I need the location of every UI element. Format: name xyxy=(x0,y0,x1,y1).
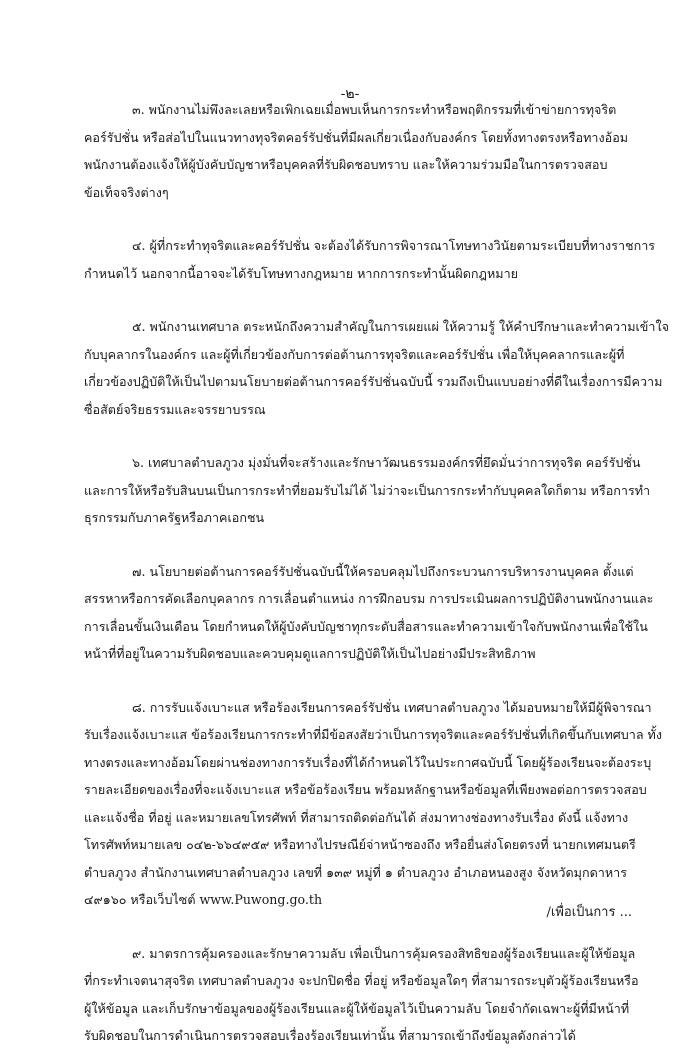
paragraph-line: ๓. พนักงานไม่พึงละเลยหรือเพิกเฉยเมื่อพบเห็นการกระทำหรือพฤติกรรมที่เข้าข่ายการทุจริต xyxy=(132,102,617,117)
paragraph-line: รับผิดชอบในการดำเนินการตรวจสอบเรื่องร้องเรียนเท่านั้น ที่สามารถเข้าถึงข้อมูลดังกล่าวได้ xyxy=(84,1028,576,1043)
paragraph-line: สรรหาหรือการคัดเลือกบุคลากร การเลื่อนตำแหน่ง การฝึกอบรม การประเมินผลการปฏิบัติงานพนักงานและ xyxy=(84,591,654,606)
paragraph-line: คอร์รัปชั่น หรือส่อไปในแนวทางทุจริตคอร์รัปชั่นที่มีผลเกี่ยวเนื่องกับองค์กร โดยทั้งทางตรงหรือทางอ้อม xyxy=(84,129,629,145)
paragraph-line: ผู้ให้ข้อมูล และเก็บรักษาข้อมูลของผู้ร้องเรียนและผู้ให้ข้อมูลไว้เป็นความลับ โดยจำกัดเฉพาะผู้ที่มีหน้าที่ xyxy=(84,1000,630,1016)
page-number: -๒- xyxy=(340,86,360,102)
paragraph-9 xyxy=(84,940,639,1050)
paragraph-line: ๔๙๑๖๐ หรือเว็บไซต์ www.Puwong.go.th xyxy=(84,892,323,907)
paragraph-line: โทรศัพท์หมายเลข ๐๔๒-๖๖๔๙๕๙ หรือทางไปรษณีย์จ่าหน้าซองถึง หรือยื่นส่งโดยตรงที่ นายกเทศมนตรี xyxy=(84,837,636,852)
paragraph-3 xyxy=(84,96,629,206)
paragraph-line: ๕. พนักงานเทศบาล ตระหนักถึงความสำคัญในการเผยแผ่ ให้ความรู้ ให้คำปรึกษาและทำความเข้าใจ xyxy=(132,319,670,334)
paragraph-line: ที่กระทำเจตนาสุจริต เทศบาลตำบลภูวง จะปกปิดชื่อ ที่อยู่ หรือข้อมูลใดๆ ที่สามารถระบุตัวผู้ร้องเรียนหรือ xyxy=(84,973,639,988)
paragraph-line: กำหนดไว้ นอกจากนี้อาจจะได้รับโทษทางกฎหมาย หากการกระทำนั้นผิดกฎหมาย xyxy=(84,265,519,281)
paragraph-line: ตำบลภูวง สำนักงานเทศบาลตำบลภูวง เลขที่ ๑๓๙ หมู่ที่ ๑ ตำบลภูวง อำเภอหนองสูง จังหวัดมุกดาหาร xyxy=(84,864,628,880)
paragraph-6 xyxy=(84,449,651,532)
paragraph-line: และแจ้งชื่อ ที่อยู่ และหมายเลขโทรศัพท์ ที่สามารถติดต่อกันได้ ส่งมาทางช่องทางรับเรื่อง ดังนี้ แจ้งทาง xyxy=(84,809,629,825)
paragraph-line: รับเรื่องแจ้งเบาะแส ข้อร้องเรียนการกระทำที่มีข้อสงสัยว่าเป็นการทุจริตและคอร์รัปชั่นที่เกิดขึ้นกับเทศบาล ทั้ง xyxy=(84,727,662,742)
paragraph-line: กับบุคลากรในองค์กร และผู้ที่เกี่ยวข้องกับการต่อต้านการทุจริตและคอร์รัปชั่น เพื่อให้บุคคลากรและผู้ที่ xyxy=(84,346,625,362)
paragraph-line: ข้อเท็จจริงต่างๆ xyxy=(84,184,169,200)
paragraph-line: หน้าที่ที่อยู่ในความรับผิดชอบและควบคุมดูแลการปฏิบัติให้เป็นไปอย่างมีประสิทธิภาพ xyxy=(84,646,536,661)
paragraph-line: ธุรกรรมกับภาครัฐหรือภาคเอกชน xyxy=(84,510,265,525)
paragraph-line: ๖. เทศบาลตำบลภูวง มุ่งมั่นที่จะสร้างและรักษาวัฒนธรรมองค์กรที่ยึดมั่นว่าการทุจริต คอร์รัปชั่น xyxy=(132,455,641,470)
paragraph-4 xyxy=(84,232,656,287)
paragraph-line: ๘. การรับแจ้งเบาะแส หรือร้องเรียนการคอร์รัปชั่น เทศบาลตำบลภูวง ได้มอบหมายให้มีผู้พิจารณา xyxy=(132,699,652,715)
paragraph-line: ๙. มาตรการคุ้มครองและรักษาความลับ เพื่อเป็นการคุ้มครองสิทธิของผู้ร้องเรียนและผู้ให้ข้อมูล xyxy=(132,945,636,961)
paragraph-line: ทางตรงและทางอ้อมโดยผ่านช่องทางการรับเรื่องที่ได้กำหนดไว้ในประกาศฉบับนี้ โดยผู้ร้องเรียนจะต้องระบุ xyxy=(84,754,652,770)
paragraph-line: การเลื่อนขั้นเงินเดือน โดยกำหนดให้ผู้บังคับบัญชาทุกระดับสื่อสารและทำความเข้าใจกับพนักงานเพื่อใช้ใน xyxy=(84,618,648,634)
paragraph-line: รายละเอียดของเรื่องที่จะแจ้งเบาะแส หรือข้อร้องเรียน พร้อมหลักฐานหรือข้อมูลที่เพียงพอต่อการตรวจสอบ xyxy=(84,782,647,797)
paragraph-line: พนักงานต้องแจ้งให้ผู้บังคับบัญชาหรือบุคคลที่รับผิดชอบทราบ และให้ความร่วมมือในการตรวจสอบ xyxy=(84,157,608,172)
paragraph-line: เกี่ยวข้องปฏิบัติให้เป็นไปตามนโยบายต่อต้านการคอร์รัปชั่นฉบับนี้ รวมถึงเป็นแบบอย่างที่ดีในเรื่องการมีความ xyxy=(84,374,663,389)
paragraph-line: และการให้หรือรับสินบนเป็นการกระทำที่ยอมรับไม่ได้ ไม่ว่าจะเป็นการกระทำกับบุคคลใดก็ตาม หรือการทำ xyxy=(84,482,651,498)
paragraph-7 xyxy=(84,558,654,668)
paragraph-8 xyxy=(84,694,662,914)
paragraph-line: ๗. นโยบายต่อต้านการคอร์รัปชั่นฉบับนี้ให้ครอบคลุมไปถึงกระบวนการบริหารงานบุคคล ตั้งแต่ xyxy=(132,563,634,579)
paragraph-line: ๔. ผู้ที่กระทำทุจริตและคอร์รัปชั่น จะต้องได้รับการพิจารณาโทษทางวินัยตามระเบียบที่ทางราชการ xyxy=(132,238,656,253)
continuation-note: /เพื่อเป็นการ ... xyxy=(546,905,632,920)
paragraph-line: ซื่อสัตย์จริยธรรมและจรรยาบรรณ xyxy=(84,401,266,417)
paragraph-5 xyxy=(84,313,670,423)
